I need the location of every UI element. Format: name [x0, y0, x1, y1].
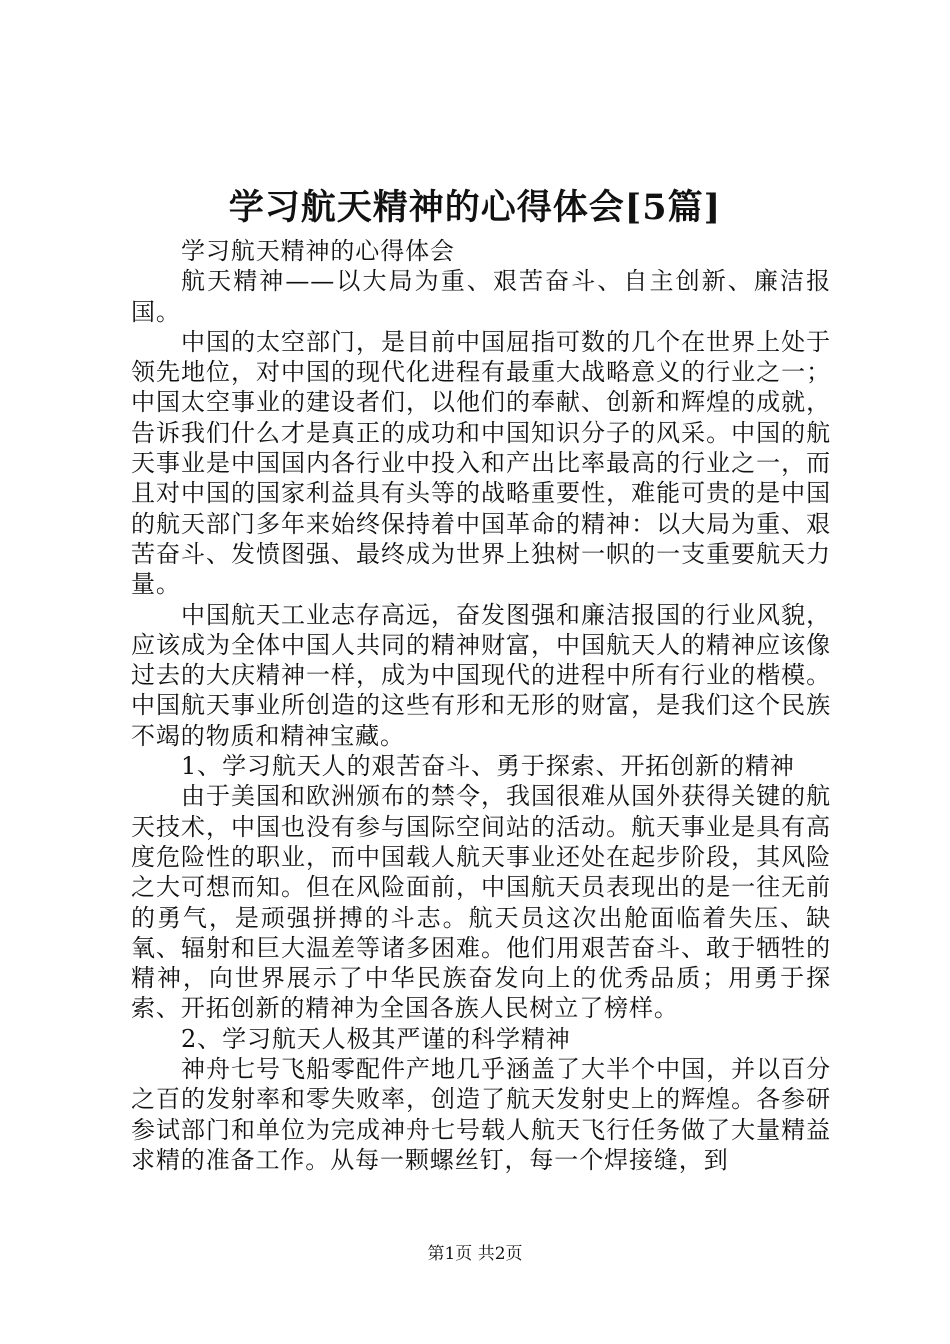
document-title: 学习航天精神的心得体会[5篇]	[228, 187, 722, 228]
paragraph-section-1: 由于美国和欧洲颁布的禁令，我国很难从国外获得关键的航天技术，中国也没有参与国际空间站的活动。航天事业是具有高度危险性的职业，而中国载人航天事业还处在起步阶段，其风险之大可想而知。但在风险面前，中国航天员表现出的是一往无前的勇气，是顽强拼搏的斗志。航天员这次出舱面临着失压、缺氧、辐射和巨大温差等诸多困难。他们用艰苦奋斗、敢于牺牲的精神，向世界展示了中华民族奋发向上的优秀品质；用勇于探索、开拓创新的精神为全国各族人民树立了榜样。	[131, 782, 831, 1023]
section-heading-2: 2、学习航天人极其严谨的科学精神	[181, 1024, 571, 1053]
section-heading-1: 1、学习航天人的艰苦奋斗、勇于探索、开拓创新的精神	[181, 752, 795, 781]
paragraph-section-2: 神舟七号飞船零配件产地几乎涵盖了大半个中国，并以百分之百的发射率和零失败率，创造了航天发射史上的辉煌。各参研参试部门和单位为完成神舟七号载人航天飞行任务做了大量精益求精的准备工作。从每一颗螺丝钉，每一个焊接缝，到	[131, 1055, 831, 1174]
paragraph-intro: 中国的太空部门，是目前中国屈指可数的几个在世界上处于领先地位，对中国的现代化进程有最重大战略意义的行业之一；中国太空事业的建设者们，以他们的奉献、创新和辉煌的成就，告诉我们什么才是真正的成功和中国知识分子的风采。中国的航天事业是中国国内各行业中投入和产出比率最高的行业之一，而且对中国的国家利益具有头等的战略重要性，难能可贵的是中国的航天部门多年来始终保持着中国革命的精神：以大局为重、艰苦奋斗、发愤图强、最终成为世界上独树一帜的一支重要航天力量。	[131, 327, 831, 599]
paragraph-subtitle: 学习航天精神的心得体会	[181, 237, 455, 265]
document-body	[131, 236, 831, 1175]
page-footer: 第1页 共2页	[427, 1244, 523, 1264]
paragraph-spirit-wealth: 中国航天工业志存高远，奋发图强和廉洁报国的行业风貌，应该成为全体中国人共同的精神财富，中国航天人的精神应该像过去的大庆精神一样，成为中国现代的进程中所有行业的楷模。中国航天事业所创造的这些有形和无形的财富，是我们这个民族不竭的物质和精神宝藏。	[131, 600, 831, 750]
paragraph-definition: 航天精神——以大局为重、艰苦奋斗、自主创新、廉洁报国。	[131, 267, 831, 326]
